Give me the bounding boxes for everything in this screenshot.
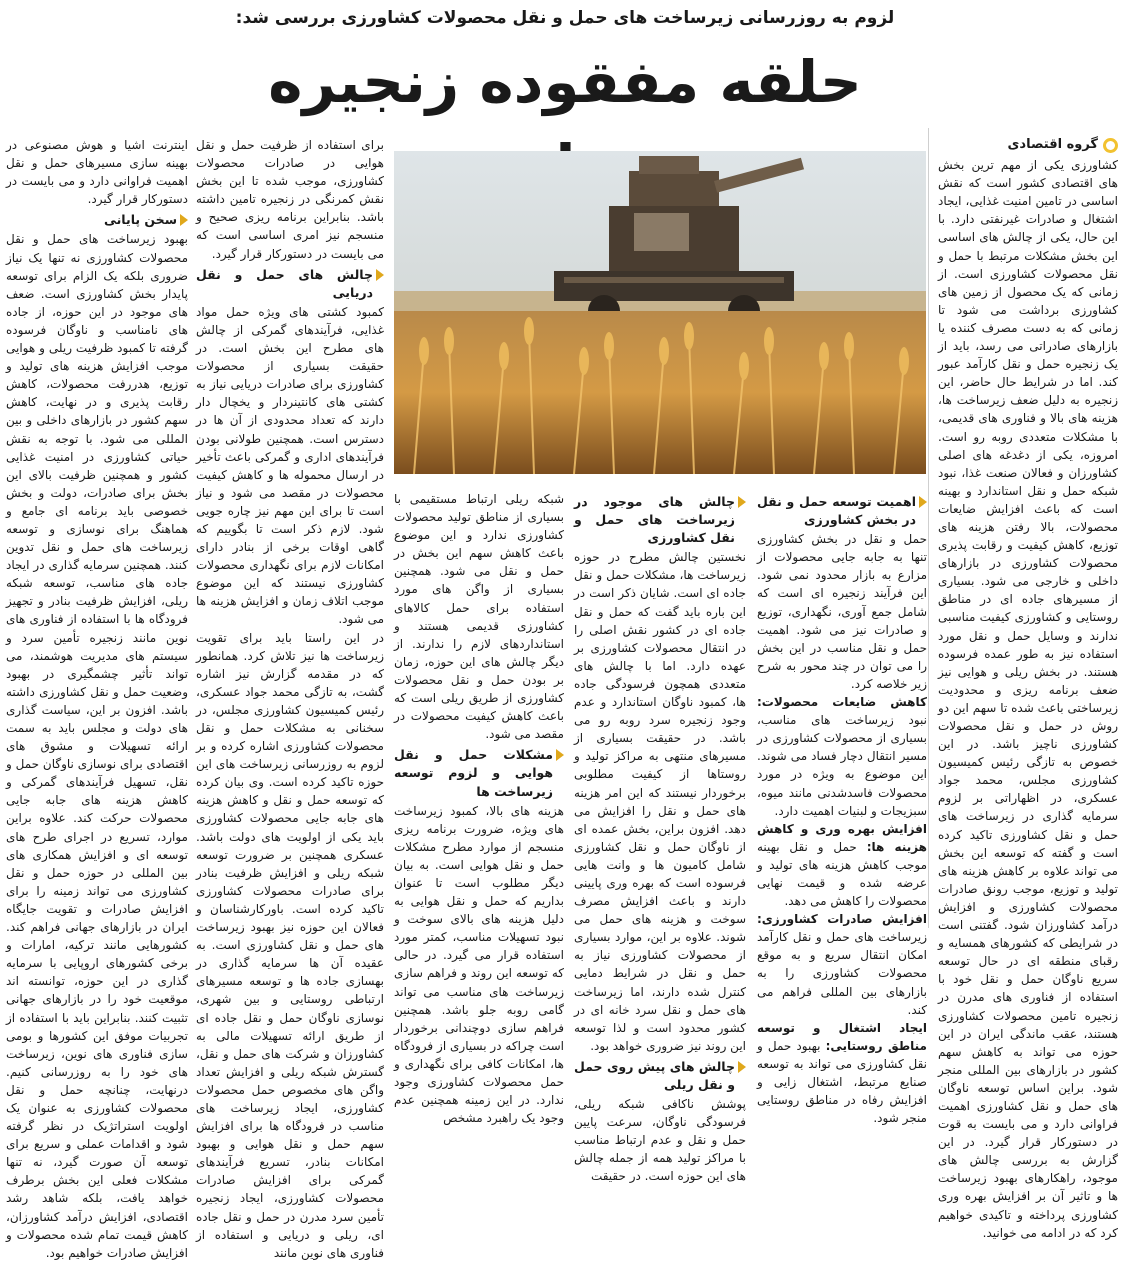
paragraph: شبکه ریلی ارتباط مستقیمی با بسیاری از مناطق تولید محصولات کشاورزی ندارد و این موضوع باعث کاهش سهم این بخش در حمل و نقل می شود. همچنین بسیاری از واگن های مورد استفاده برای حمل کالاهای کشاورزی قدیمی هستند و استانداردهای لازم را ندارند. از دیگر چالش های این حوزه، زمان بر بودن حمل و نقل محصولات کشاورزی از طریق ریلی است که باعث کاهش کیفیت محصولات در مقصد می شود.	[394, 492, 564, 742]
triangle-bullet-icon	[556, 749, 564, 761]
article-photo	[394, 151, 926, 474]
column-5	[196, 136, 384, 1260]
paragraph: برای استفاده از ظرفیت حمل و نقل هوایی در صادرات محصولات کشاورزی، موجب شده تا این بخش نقش کمرنگی در زنجیره تامین داشته باشد. بنابراین برنامه ریزی صحیح و منسجم نیز امری اساسی است که می بایست در دستورکار قرار گیرد.	[196, 138, 384, 261]
column-2	[757, 490, 927, 1126]
combine-harvester-icon	[394, 151, 926, 474]
paragraph: حمل و نقل بهینه موجب کاهش هزینه های تولید و عرضه شده و قیمت نهایی محصولات را کاهش می دهد.	[757, 839, 927, 909]
kicker: لزوم به روزرسانی زیرساخت های حمل و نقل محصولات کشاورزی بررسی شد:	[235, 8, 895, 28]
triangle-bullet-icon	[919, 496, 927, 508]
triangle-bullet-icon	[180, 214, 188, 226]
paragraph: زیرساخت های حمل و نقل کارآمد امکان انتقال سریع و به موقع محصولات کشاورزی را به بازارهای بین المللی فراهم می کند.	[757, 930, 927, 1017]
lead-in: ایجاد اشتغال و توسعه مناطق روستایی:	[757, 1020, 927, 1053]
lead-in: افزایش صادرات کشاورزی:	[757, 912, 927, 927]
group-label: گروه اقتصادی	[938, 136, 1118, 154]
column-4	[394, 490, 564, 1126]
column-3	[574, 490, 746, 1184]
paragraph: پوشش ناکافی شبکه ریلی، فرسودگی ناوگان، سرعت پایین حمل و نقل و عدم ارتباط مناسب با مراکز تولید همه از جمله چالش های این حوزه است. در حقیقت	[574, 1097, 746, 1184]
paragraph: اینترنت اشیا و هوش مصنوعی در بهینه سازی مسیرهای حمل و نقل اهمیت فراوانی دارد و می بایست در دستورکار قرار گیرد.	[6, 138, 188, 207]
newspaper-logo-icon	[1103, 138, 1118, 153]
subheading: سخن پایانی	[6, 211, 188, 229]
column-6	[6, 136, 188, 1260]
subheading: مشکلات حمل و نقل هوایی و لزوم توسعه زیرساخت ها	[394, 746, 564, 800]
subheading: چالش های موجود در زیرساخت های حمل و نقل کشاورزی	[574, 493, 746, 547]
paragraph: نخستین چالش مطرح در حوزه زیرساخت ها، مشکلات حمل و نقل جاده ای است. شایان ذکر است در این باره باید گفت که حمل و نقل جاده ای در کشور نقش اصلی را در انتقال محصولات کشاورزی بر عهده دارد. اما با چالش های متعددی همچون فرسودگی جاده ها، کمبود ناوگان استاندارد و عدم وجود زنجیره سرد روبه رو می باشد. در حقیقت بسیاری از مسیرهای منتهی به مراکز تولید و روستاها از کیفیت مطلوبی برخوردار نیستند که این امر هزینه های حمل و نقل را افزایش می دهد. افزون براین، بخش عمده ای از ناوگان حمل و نقل کشاورزی شامل کامیون ها و وانت هایی فرسوده است که بهره وری پایینی دارند و باعث افزایش مصرف سوخت و هزینه های حمل می شوند. علاوه بر این، موارد بسیاری از محصولات کشاورزی نیاز به حمل و نقل در شرایط دمایی کنترل شده دارند، اما زیرساخت های حمل و نقل سرد خانه ای در کشور محدود است و لذا توسعه این روند نیز ضروری خواهد بود.	[574, 550, 746, 1053]
paragraph: در این راستا باید برای تقویت زیرساخت ها نیز تلاش کرد. همانطور که در مقدمه گزارش نیز اشاره گشت، به تازگی محمد جواد عسکری، رئیس کمیسیون کشاورزی مجلس، در سخنانی به مشکلات حمل و نقل محصولات کشاورزی اشاره کرده و بر لزوم به روزرسانی زیرساخت های این حوزه تاکید کرده است. وی بیان کرده که توسعه حمل و نقل و کاهش هزینه های جابه جایی محصولات کشاورزی باید یکی از اولویت های دولت باشد. عسکری همچنین بر ضرورت توسعه شبکه ریلی و افزایش ظرفیت بنادر برای صادرات محصولات کشاورزی تاکید کرده است. باورکارشناسان و فعالان این حوزه نیز بهبود زیرساخت های حمل و نقل کشاورزی است. به عقیده آن ها سرمایه گذاری در بهسازی جاده ها و توسعه مسیرهای ارتباطی روستایی و بین شهری، نوسازی ناوگان حمل و نقل جاده ای از طریق ارائه تسهیلات مالی به کشاورزان و شرکت های حمل و نقل، گسترش شبکه ریلی و افزایش تعداد واگن های مخصوص حمل محصولات کشاورزی، ایجاد زیرساخت های مناسب در فرودگاه ها برای افزایش سهم حمل و نقل هوایی و بهبود امکانات بنادر، تسریع فرآیندهای گمرکی برای افزایش صادرات محصولات کشاورزی، ایجاد زنجیره تأمین سرد مدرن در حمل و نقل جاده ای، ریلی و دریایی و استفاده از فناوری های نوین مانند	[196, 630, 384, 1260]
paragraph: بهبود حمل و نقل کشاورزی می تواند به توسعه صنایع مرتبط، اشتغال زایی و افزایش رفاه در مناطق روستایی منجر شود.	[757, 1038, 927, 1126]
paragraph: کمبود کشتی های ویژه حمل مواد غذایی، فرآیندهای گمرکی از چالش های مطرح این بخش است. در حقیقت بسیاری از محصولات کشاورزی برای صادرات دریایی نیاز به کشتی های کانتینردار و یخچال دار دارند که تعداد محدودی از آن ها در دسترس است. همچنین طولانی بودن فرآیندهای اداری و گمرکی باعث تأخیر در ارسال محموله ها و کاهش کیفیت محصولات در مقصد می شود و نیاز است تا برای این مهم نیز چاره جویی شود. لازم ذکر است تا بگوییم که گاهی اوقات برخی از بنادر دارای امکانات لازم برای نگهداری محصولات کشاورزی نیستند که این موضوع موجب اتلاف زمان و افزایش هزینه ها می شود.	[196, 304, 384, 627]
subheading: اهمیت توسعه حمل و نقل در بخش کشاورزی	[757, 493, 927, 529]
triangle-bullet-icon	[738, 496, 746, 508]
column-1	[938, 136, 1118, 1240]
paragraph: نبود زیرساخت های مناسب، بسیاری از محصولات کشاورزی در مسیر انتقال دچار فساد می شوند. این موضوع به ویژه در مورد محصولات فاسدشدنی مانند میوه، سبزیجات و لبنیات اهمیت دارد.	[757, 713, 927, 818]
column-divider	[928, 128, 929, 928]
paragraph: حمل و نقل در بخش کشاورزی تنها به جابه جایی محصولات از مزارع به بازار محدود نمی شود. این فرآیند زنجیره ای است که شامل جمع آوری، نگهداری، توزیع و صادرات نیز می شود. اهمیت حمل و نقل مناسب در این بخش را می توان در چند محور به شرح زیر خلاصه کرد.	[757, 532, 927, 691]
lead-in: کاهش ضایعات محصولات:	[757, 695, 927, 710]
subheading: چالش های حمل و نقل دریایی	[196, 266, 384, 302]
paragraph: هزینه های بالا، کمبود زیرساخت های ویژه، ضرورت برنامه ریزی منسجم از موارد مطرح مشکلات حمل و نقل هوایی است. به بیان دیگر مطلوب است تا عنوان بداریم که حمل و نقل هوایی به دلیل هزینه های بالای سوخت و نبود تسهیلات مناسب، کمتر مورد استفاده قرار می گیرد. در حالی که توسعه این روند و فراهم سازی زیرساخت های مناسب می تواند گامی روبه جلو باشد. همچنین فراهم سازی دوچندانی برخوردار است چراکه در بسیاری از فرودگاه ها، امکانات کافی برای نگهداری و حمل محصولات کشاورزی وجود ندارد. در این زمینه همچنین عدم وجود یک راهبرد مشخص	[394, 803, 564, 1126]
headline: حلقه مفقوده زنجیره	[268, 48, 862, 116]
paragraph: بهبود زیرساخت های حمل و نقل محصولات کشاورزی نه تنها یک نیاز ضروری بلکه یک الزام برای توسعه پایدار بخش کشاورزی است. ضعف های موجود در این حوزه، از جاده های نامناسب و ناوگان فرسوده گرفته تا کمبود ظرفیت ریلی و هوایی موجب افزایش هزینه های تولید و توزیع، هدررفت محصولات، کاهش رقابت پذیری و در نهایت، کاهش سهم کشور در بازارهای داخلی و بین المللی می شود. با توجه به نقش حیاتی کشاورزی در امنیت غذایی کشور و همچنین ظرفیت بالای این بخش برای صادرات، دولت و بخش خصوصی باید برنامه ای جامع و هماهنگ برای نوسازی و توسعه زیرساخت های حمل و نقل تدوین کنند. همچنین سرمایه گذاری در ایجاد جاده های مناسب، توسعه شبکه ریلی، افزایش ظرفیت بنادر و تجهیز فرودگاه ها با استفاده از فناوری های نوین مانند زنجیره تأمین سرد و سیستم های مدیریت هوشمند، می تواند تأثیر چشمگیری در بهبود وضعیت حمل و نقل کشاورزی داشته باشد. افزون بر این، سیاست گذاری های دولت و مجلس باید به سمت ارائه تسهیلات و مشوق های اقتصادی برای نوسازی ناوگان حمل و نقل، تسهیل فرآیندهای گمرکی و کاهش هزینه های جابه جایی محصولات حرکت کند. علاوه براین موارد، تسریع در اجرای طرح های توسعه ای و افزایش همکاری های بین المللی در حوزه حمل و نقل کشاورزی می تواند زمینه را برای افزایش صادرات و تقویت جایگاه ایران در بازارهای جهانی فراهم کند. کشورهایی مانند ترکیه، امارات و برخی کشورهای اروپایی با سرمایه گذاری در این حوزه، توانسته اند موقعیت خود را در بازارهای جهانی تثبیت کنند. بنابراین باید با استفاده از تجربیات موفق این کشورها و بومی سازی فناوری های نوین، زیرساخت های خود را به روزرسانی کنیم. درنهایت، چنانچه حمل و نقل محصولات کشاورزی به عنوان یک اولویت استراتژیک در نظر گرفته شود و اقدامات عملی و سریع برای توسعه آن صورت گیرد، نه تنها مشکلات فعلی این بخش برطرف خواهد یافت، بلکه شاهد رشد اقتصادی، افزایش درآمد کشاورزان، کاهش قیمت تمام شده محصولات و افزایش صادرات خواهیم بود.	[6, 232, 188, 1260]
intro-paragraph: کشاورزی یکی از مهم ترین بخش های اقتصادی کشور است که نقش اساسی در تامین امنیت غذایی، ایجاد اشتغال و صادرات غیرنفتی دارد. با این حال، یکی از چالش های اساسی این بخش مشکلات مرتبط با حمل و نقل محصولات کشاورزی است. از زمانی که یک محصول از زمین های کشاورزی برداشت می شود تا زمانی که به دست مصرف کننده یا بازارهای صادراتی می رسد، باید از یک زنجیره حمل و نقل کارآمد عبور کند. اما در شرایط حال حاضر، این زنجیره به دلیل ضعف زیرساخت ها، هزینه های بالا و فناوری های قدیمی، با مشکلات متعددی روبه رو است. امروزه، یکی از دغدغه های اصلی کشاورزان و فعالان صنعت غذا، نبود شبکه حمل و نقل استاندارد و بهینه است که باعث افزایش ضایعات محصولات، بالا رفتن هزینه های توزیع، کاهش کیفیت و رقابت پذیری محصولات کشاورزی در بازارهای داخلی و خارجی می شود. بسیاری از مسیرهای جاده ای در مناطق روستایی و کشاورزی کیفیت مناسبی ندارند و وسایل حمل و نقل مورد استفاده نیز به طور عمده فرسوده هستند. در بخش ریلی و هوایی نیز ضعف برنامه ریزی و محدودیت زیرساختی باعث شده تا سهم این دو روش در حمل و نقل محصولات کشاورزی ناچیز باشد. در این خصوص به تازگی رئیس کمیسیون کشاورزی مجلس، محمد جواد عسکری، در اظهاراتی بر لزوم سرمایه گذاری در زیرساخت های حمل و نقل کشاورزی تاکید کرده است و گفته که توسعه این بخش می تواند علاوه بر کاهش هزینه های تولید و توزیع، موجب رونق صادرات محصولات کشاورزی و افزایش درآمد کشاورزان شود. گفتنی است در شرایطی که کشورهای همسایه و رقبای منطقه ای در حال توسعه سریع ناوگان حمل و نقل خود با استفاده از فناوری های مدرن در زنجیره تامین محصولات کشاورزی هستند، عقب ماندگی ایران در این حوزه می تواند به کاهش سهم کشور در بازارهای بین المللی منجر شود. براین اساس توسعه ناوگان های حمل و نقل کشاورزی اهمیت فراوانی دارد و می بایست به قوت در دستورکار قرار گیرد. در این گزارش به بررسی چالش های موجود، راهکارهای بهبود زیرساخت ها و تاثیر آن بر افزایش بهره وری کشاورزی پرداخته و تاکیدی خواهیم کرد که در ادامه می خوانید.	[938, 158, 1118, 1240]
lead-in: افزایش بهره وری و کاهش هزینه ها:	[757, 821, 927, 854]
triangle-bullet-icon	[376, 269, 384, 281]
triangle-bullet-icon	[738, 1061, 746, 1073]
subheading: چالش های پیش روی حمل و نقل ریلی	[574, 1058, 746, 1094]
